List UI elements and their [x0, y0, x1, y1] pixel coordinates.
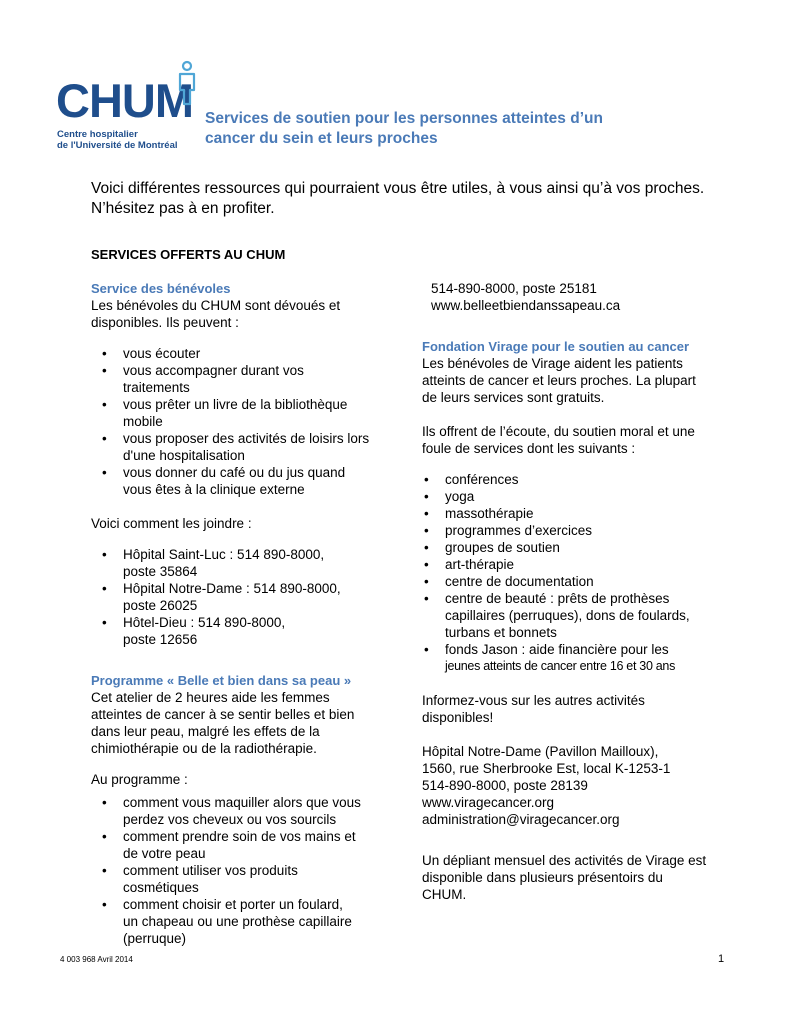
program-desc-line: chimiothérapie ou de la radiothérapie.: [91, 741, 317, 756]
inform-line: Informez-vous sur les autres activités: [422, 693, 645, 708]
list-item: [413, 573, 742, 590]
list-item-text: • groupes de soutien: [445, 540, 560, 555]
list-item-text: • centre de beauté : prêts de prothèses: [445, 591, 670, 606]
services-heading: SERVICES OFFERTS AU CHUM: [91, 247, 286, 262]
logo-wordmark: CHUM: [56, 74, 193, 127]
virage-offer-line: foule de services dont les suivants :: [422, 441, 636, 456]
intro-line-2: N’hésitez pas à en profiter.: [91, 200, 275, 217]
volunteer-list: [91, 345, 401, 498]
list-item: [91, 580, 401, 614]
virage-desc-line: Les bénévoles de Virage aident les patients: [422, 356, 683, 371]
list-item-text: capillaires (perruques), dons de foulards,: [445, 608, 690, 623]
address-phone: 514-890-8000, poste 28139: [422, 778, 588, 793]
title-line-2: cancer du sein et leurs proches: [205, 130, 438, 147]
right-column: [422, 280, 742, 903]
intro-line-1: Voici différentes ressources qui pourraient vous être utiles, à vous ainsi qu’à vos proches.: [91, 180, 705, 197]
list-item: [91, 362, 401, 396]
logo-subtitle: [57, 129, 178, 151]
program-phone: 514-890-8000, poste 25181: [431, 281, 597, 296]
program-desc-line: dans leur peau, malgré les effets de la: [91, 724, 320, 739]
list-item-text: • vous écouter: [123, 346, 201, 361]
list-item-text: • centre de documentation: [445, 574, 594, 589]
list-item-text: • vous donner du café ou du jus quand: [123, 465, 346, 480]
leaflet-line: CHUM.: [422, 887, 467, 902]
list-item: [91, 464, 401, 498]
list-item-text: poste 35864: [123, 564, 198, 579]
list-item: [91, 396, 401, 430]
virage-offer-line: Ils offrent de l’écoute, du soutien moral et une: [422, 424, 695, 439]
program-list: [91, 794, 401, 947]
virage-desc-line: de leurs services sont gratuits.: [422, 390, 605, 405]
list-item-text: (perruque): [123, 931, 187, 946]
logo-subtitle-line2: de l'Université de Montréal: [57, 140, 178, 151]
virage-email-link[interactable]: administration@viragecancer.org: [422, 812, 620, 827]
contact-intro: Voici comment les joindre :: [91, 516, 252, 531]
volunteers-intro-line1: Les bénévoles du CHUM sont dévoués et: [91, 298, 341, 313]
program-intro: Au programme :: [91, 772, 188, 787]
list-item-text: • comment vous maquiller alors que vous: [123, 795, 361, 810]
list-item: [91, 896, 401, 947]
list-item-text: • comment prendre soin de vos mains et: [123, 829, 356, 844]
program-website: www.belleetbiendanssapeau.ca: [431, 298, 621, 313]
list-item-text: • conférences: [445, 472, 519, 487]
list-item-text: • Hôtel-Dieu : 514 890-8000,: [123, 615, 286, 630]
list-item: [413, 556, 742, 573]
logo-subtitle-line1: Centre hospitalier: [57, 129, 138, 140]
list-item-text: de votre peau: [123, 846, 206, 861]
list-item-text: cosmétiques: [123, 880, 199, 895]
left-column: [91, 280, 401, 947]
virage-services-list: [413, 471, 742, 675]
list-item-text: • vous accompagner durant vos: [123, 363, 304, 378]
list-item-text: • massothérapie: [445, 506, 534, 521]
volunteers-intro-line2: disponibles. Ils peuvent :: [91, 315, 239, 330]
leaflet-line: disponible dans plusieurs présentoirs du: [422, 870, 663, 885]
document-code: 4 003 968 Avril 2014: [60, 955, 133, 964]
list-item: [413, 471, 742, 488]
list-item-text: • programmes d’exercices: [445, 523, 593, 538]
program-heading: Programme « Belle et bien dans sa peau »: [91, 673, 352, 688]
list-item: [91, 614, 401, 648]
list-item-text: • fonds Jason : aide financière pour les: [445, 642, 669, 657]
leaflet-line: Un dépliant mensuel des activités de Virage est: [422, 853, 707, 868]
list-item-text: • comment choisir et porter un foulard,: [123, 897, 343, 912]
list-item: [413, 505, 742, 522]
list-item: [413, 539, 742, 556]
list-item-text: • vous proposer des activités de loisirs lors: [123, 431, 370, 446]
list-item: [91, 828, 401, 862]
list-item: [413, 522, 742, 539]
list-item-text: poste 12656: [123, 632, 198, 647]
virage-website-link[interactable]: www.viragecancer.org: [422, 795, 555, 810]
virage-desc-line: atteints de cancer et leurs proches. La plupart: [422, 373, 696, 388]
address-line: Hôpital Notre-Dame (Pavillon Mailloux),: [422, 744, 659, 759]
list-item: [91, 546, 401, 580]
list-item-text: • art-thérapie: [445, 557, 515, 572]
program-desc-line: atteintes de cancer à se sentir belles et bien: [91, 707, 355, 722]
list-item: [91, 430, 401, 464]
list-item-text: jeunes atteints de cancer entre 16 et 30 ans: [445, 659, 676, 673]
program-desc-line: Cet atelier de 2 heures aide les femmes: [91, 690, 330, 705]
list-item-text: • Hôpital Notre-Dame : 514 890-8000,: [123, 581, 341, 596]
address-line: 1560, rue Sherbrooke Est, local K-1253-1: [422, 761, 671, 776]
title-line-1: Services de soutien pour les personnes atteintes d’un: [205, 110, 603, 127]
inform-line: disponibles!: [422, 710, 494, 725]
list-item: [91, 794, 401, 828]
person-icon: [176, 60, 198, 110]
list-item-text: un chapeau ou une prothèse capillaire: [123, 914, 352, 929]
page-number: 1: [718, 953, 725, 965]
list-item-text: poste 26025: [123, 598, 198, 613]
list-item: [91, 345, 401, 362]
list-item: [91, 862, 401, 896]
list-item: [413, 641, 742, 675]
contact-list: [91, 546, 401, 648]
list-item: [413, 590, 742, 641]
intro-paragraph: [91, 179, 751, 219]
list-item-text: • yoga: [445, 489, 475, 504]
list-item-text: vous êtes à la clinique externe: [123, 482, 305, 497]
list-item: [413, 488, 742, 505]
list-item-text: mobile: [123, 414, 163, 429]
list-item-text: • vous prêter un livre de la bibliothèque: [123, 397, 348, 412]
list-item-text: turbans et bonnets: [445, 625, 557, 640]
list-item-text: d'une hospitalisation: [123, 448, 245, 463]
volunteers-heading: Service des bénévoles: [91, 281, 231, 296]
list-item-text: traitements: [123, 380, 190, 395]
virage-heading: Fondation Virage pour le soutien au cancer: [422, 339, 690, 354]
list-item-text: • comment utiliser vos produits: [123, 863, 298, 878]
list-item-text: perdez vos cheveux ou vos sourcils: [123, 812, 337, 827]
list-item-text: • Hôpital Saint-Luc : 514 890-8000,: [123, 547, 325, 562]
page-title: [205, 109, 725, 149]
